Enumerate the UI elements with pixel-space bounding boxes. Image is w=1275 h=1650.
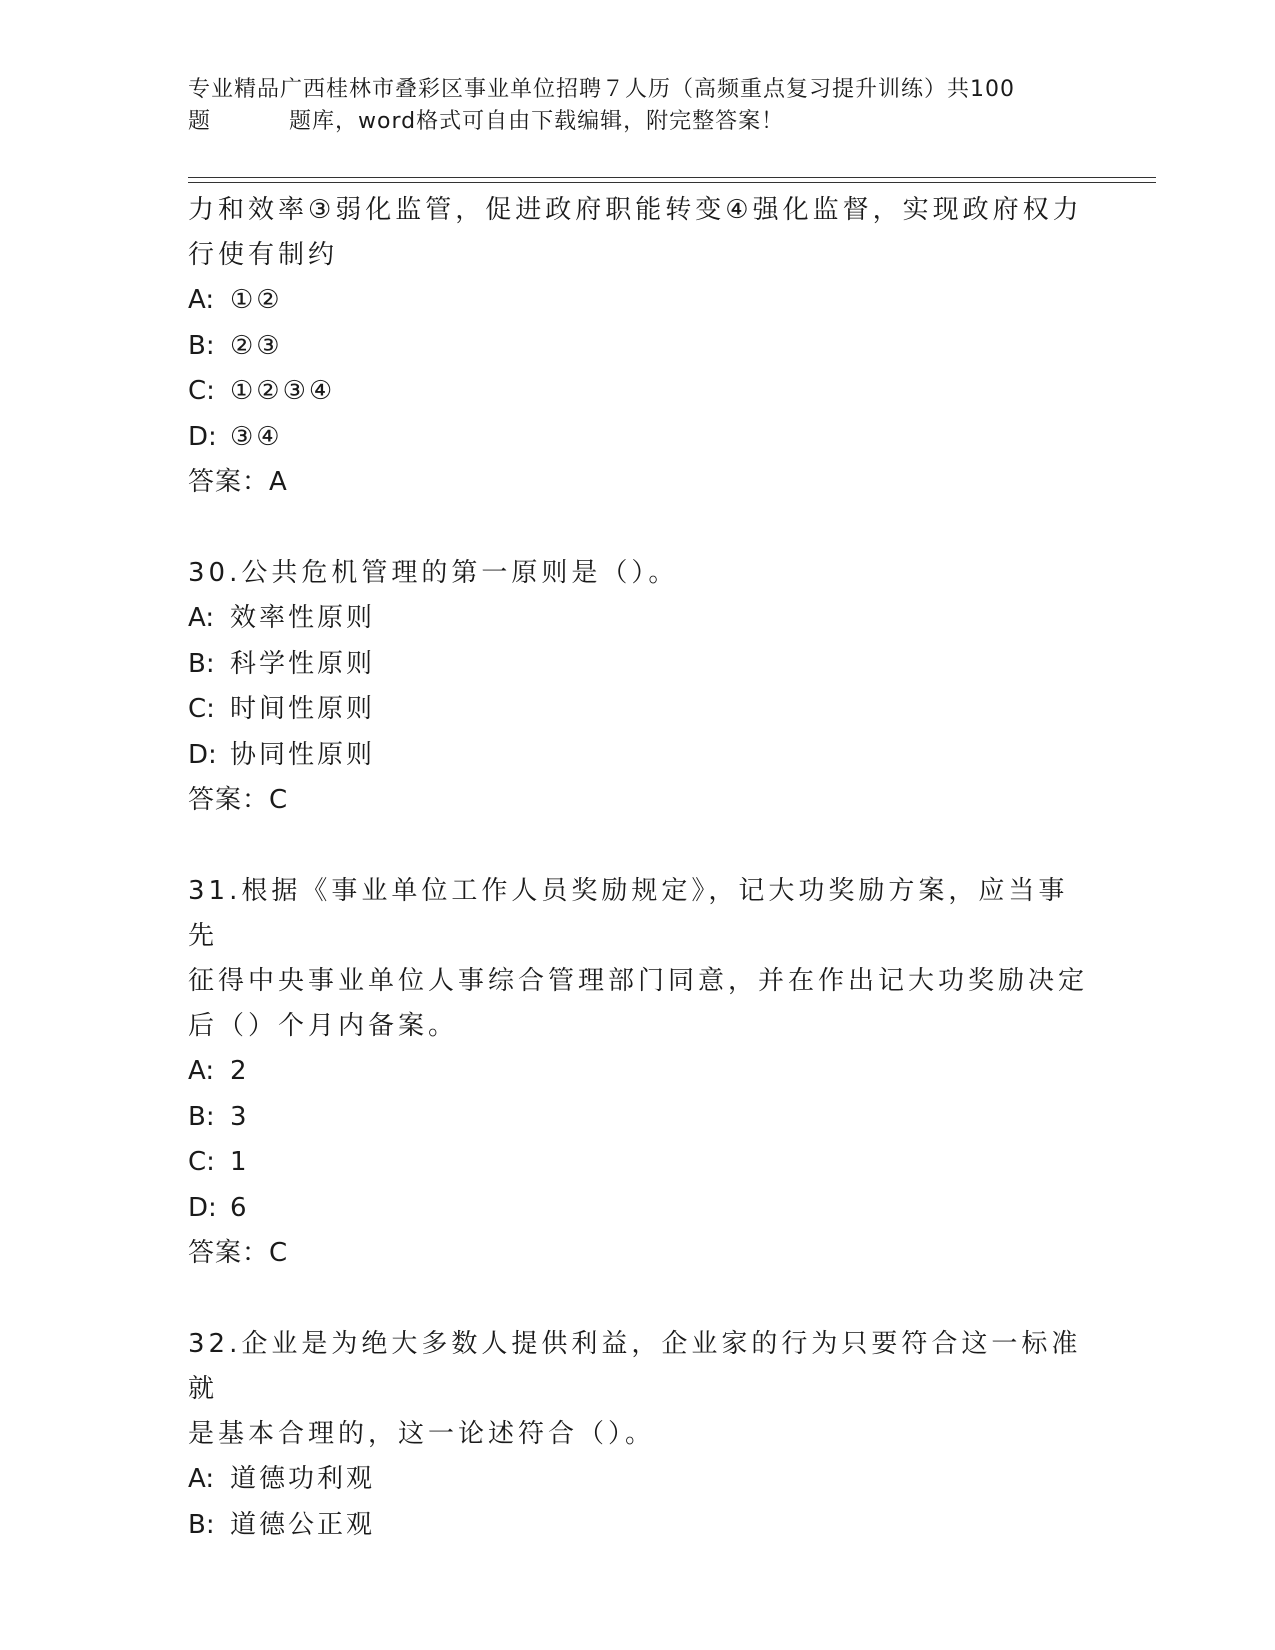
document-header xyxy=(188,74,1088,138)
option-text: ③④ xyxy=(230,421,283,452)
question-30 xyxy=(188,551,1088,823)
answer-line: 答案：C xyxy=(188,785,289,815)
option-b xyxy=(188,1095,1088,1141)
header-title-line1: 专业精品广西桂林市叠彩区事业单位招聘７人历（高频重点复习提升训练）共100 xyxy=(188,77,1015,102)
question-stem-line: 31.根据《事业单位工作人员奖励规定》，记大功奖励方案，应当事先 xyxy=(188,876,1069,951)
question-stem-line: 后（）个月内备案。 xyxy=(188,1011,459,1041)
header-title-line2-text: 题库，word格式可自由下载编辑，附完整答案！ xyxy=(289,109,785,134)
question-29 xyxy=(188,188,1088,505)
option-text: 3 xyxy=(230,1101,250,1132)
option-letter: B: xyxy=(188,1101,215,1132)
option-letter: C: xyxy=(188,1147,215,1177)
option-c xyxy=(188,687,1088,733)
header-title-line2 xyxy=(188,106,1088,138)
option-text: 时间性原则 xyxy=(230,694,376,724)
option-letter: B: xyxy=(188,1509,215,1540)
option-d xyxy=(188,415,1088,461)
header-title-line2-prefix: 题 xyxy=(188,109,212,134)
answer-line: 答案：C xyxy=(188,1238,289,1268)
option-letter: D: xyxy=(188,739,217,770)
option-text: ①②③④ xyxy=(230,376,336,406)
option-d xyxy=(188,1186,1088,1232)
question-stem-line: 是基本合理的，这一论述符合（）。 xyxy=(188,1419,656,1449)
question-31 xyxy=(188,869,1088,1276)
option-letter: A: xyxy=(188,1056,215,1086)
option-letter: D: xyxy=(188,1192,217,1223)
option-c xyxy=(188,1140,1088,1186)
option-letter: C: xyxy=(188,694,215,724)
option-text: 科学性原则 xyxy=(230,648,376,679)
option-a xyxy=(188,1457,1088,1503)
option-b xyxy=(188,642,1088,688)
option-text: 2 xyxy=(230,1056,250,1086)
option-a xyxy=(188,278,1088,324)
option-d xyxy=(188,733,1088,779)
option-text: 6 xyxy=(230,1192,250,1223)
option-letter: A: xyxy=(188,603,215,633)
option-b xyxy=(188,324,1088,370)
question-stem-line: 30.公共危机管理的第一原则是（）。 xyxy=(188,558,679,588)
option-a xyxy=(188,596,1088,642)
question-stem-line: 32.企业是为绝大多数人提供利益，企业家的行为只要符合这一标准就 xyxy=(188,1329,1082,1404)
option-b xyxy=(188,1503,1088,1549)
option-text: 效率性原则 xyxy=(230,603,376,633)
header-divider-bottom xyxy=(188,182,1156,183)
option-letter: A: xyxy=(188,1464,215,1494)
answer-line: 答案：A xyxy=(188,467,288,497)
option-letter: B: xyxy=(188,648,215,679)
question-stem-line: 征得中央事业单位人事综合管理部门同意，并在作出记大功奖励决定 xyxy=(188,966,1089,996)
option-letter: A: xyxy=(188,285,215,315)
option-text: 道德公正观 xyxy=(230,1509,376,1540)
option-c xyxy=(188,369,1088,415)
option-text: 1 xyxy=(230,1147,250,1177)
option-text: ②③ xyxy=(230,330,283,361)
option-letter: C: xyxy=(188,376,215,406)
option-letter: D: xyxy=(188,421,217,452)
option-letter: B: xyxy=(188,330,215,361)
option-text: 道德功利观 xyxy=(230,1464,376,1494)
question-stem-line: 行使有制约 xyxy=(188,240,339,270)
header-divider-top xyxy=(188,177,1156,178)
option-text: ①② xyxy=(230,285,283,315)
option-text: 协同性原则 xyxy=(230,739,376,770)
question-stem-line: 力和效率③弱化监管，促进政府职能转变④强化监督，实现政府权力 xyxy=(188,195,1083,225)
option-a xyxy=(188,1049,1088,1095)
question-content xyxy=(188,188,1088,1548)
question-32 xyxy=(188,1322,1088,1548)
